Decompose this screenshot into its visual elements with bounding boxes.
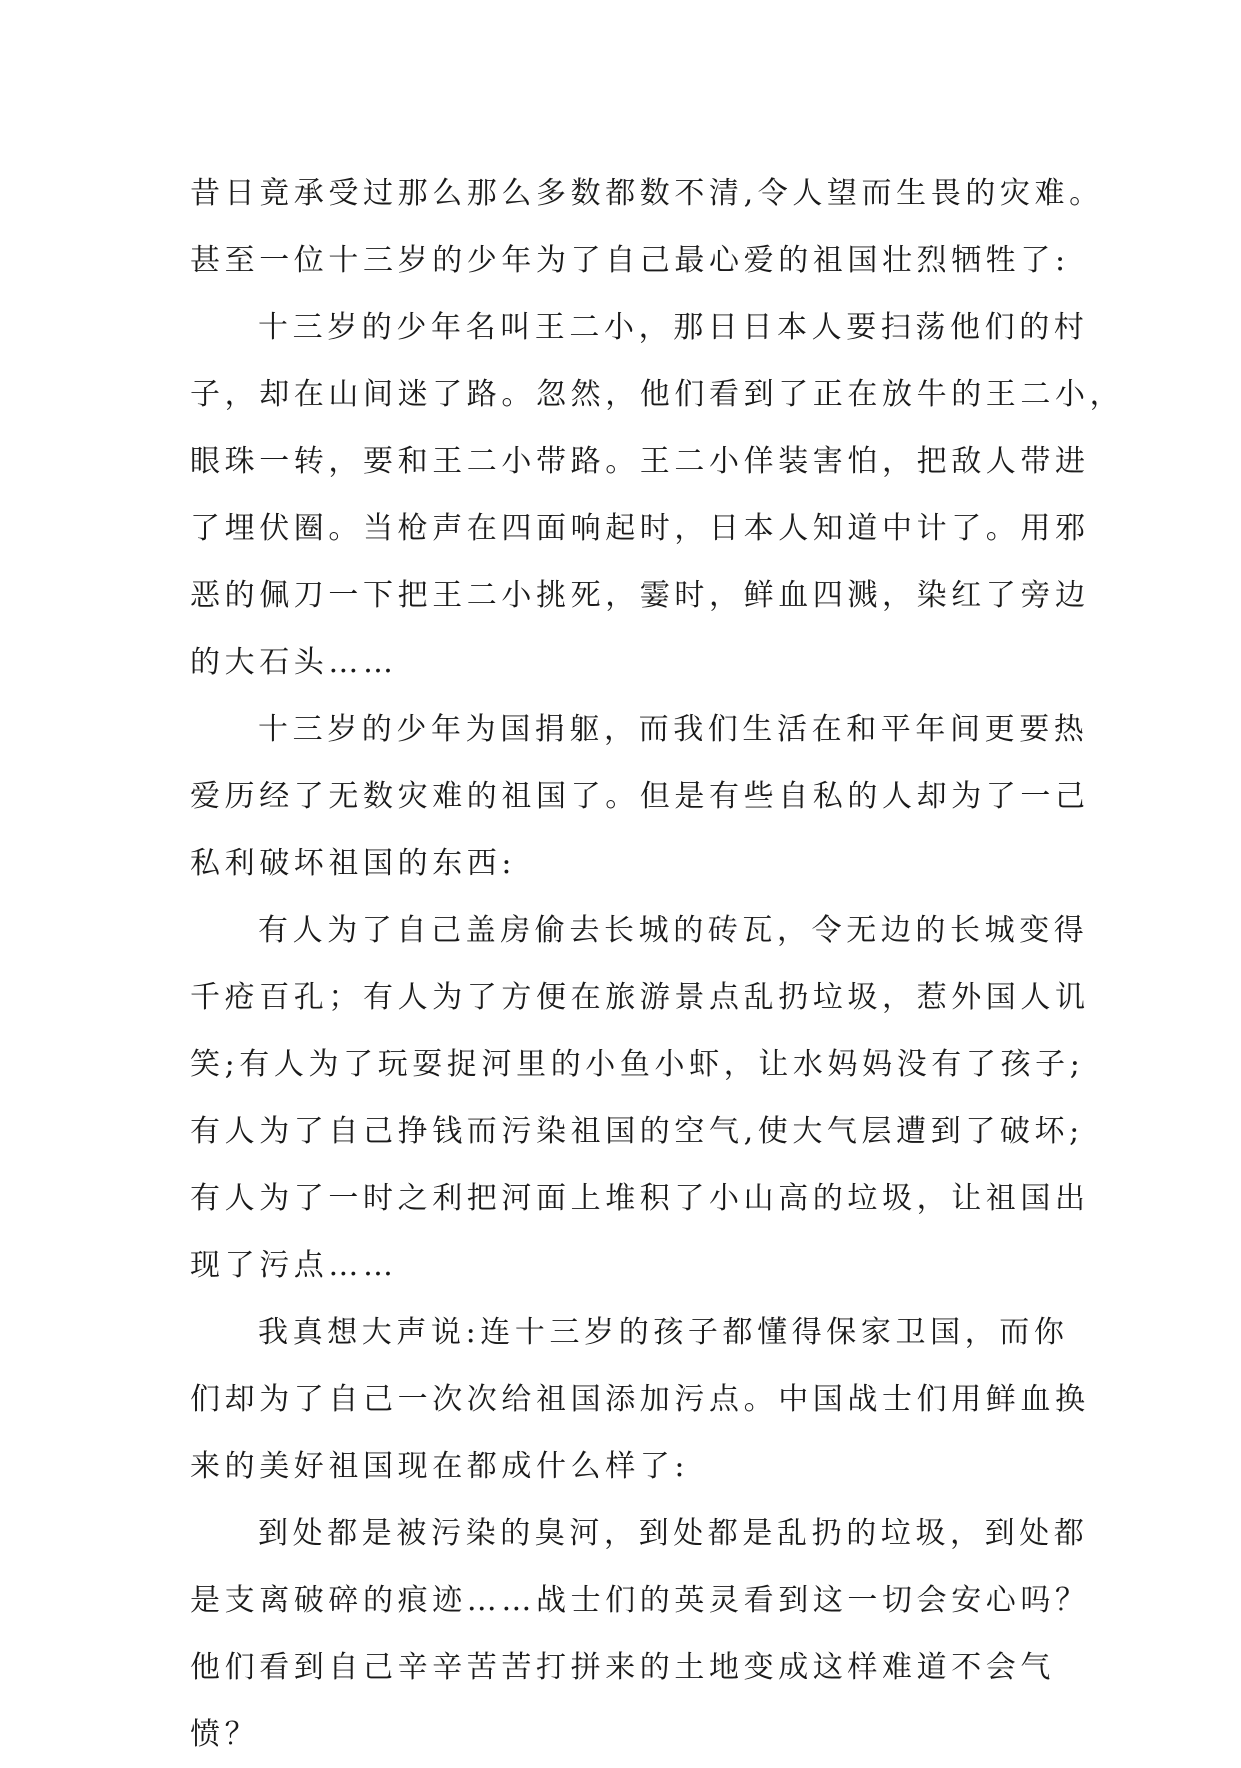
text-line: 甚至一位十三岁的少年为了自己最心爱的祖国壮烈牺牲了: (190, 243, 1070, 278)
text-line: 笑;有人为了玩耍捉河里的小鱼小虾，让水妈妈没有了孩子; (190, 1047, 1085, 1082)
paragraph-start-line: 有人为了自己盖房偷去长城的砖瓦，令无边的长城变得 (258, 913, 1089, 948)
text-line: 有人为了一时之利把河面上堆积了小山高的垃圾，让祖国出 (190, 1181, 1090, 1216)
text-line: 爱历经了无数灾难的祖国了。但是有些自私的人却为了一己 (190, 779, 1090, 814)
text-line: 有人为了自己挣钱而污染祖国的空气,使大气层遭到了破坏; (190, 1114, 1084, 1149)
text-line: 子，却在山间迷了路。忽然，他们看到了正在放牛的王二小， (190, 377, 1125, 412)
essay-body (190, 160, 1125, 1768)
text-line: 千疮百孔；有人为了方便在旅游景点乱扔垃圾，惹外国人讥 (190, 980, 1090, 1015)
text-line: 他们看到自己辛辛苦苦打拼来的土地变成这样难道不会气 (190, 1650, 1055, 1685)
paragraph-start-line: 十三岁的少年为国捐躯，而我们生活在和平年间更要热 (258, 712, 1089, 747)
text-line: 来的美好祖国现在都成什么样了: (190, 1449, 690, 1484)
text-line: 的大石头…… (190, 645, 398, 680)
paragraph-start-line: 到处都是被污染的臭河，到处都是乱扔的垃圾，到处都 (258, 1516, 1089, 1551)
text-line: 们却为了自己一次次给祖国添加污点。中国战士们用鲜血换 (190, 1382, 1090, 1417)
text-line: 昔日竟承受过那么那么多数都数不清,令人望而生畏的灾难。 (190, 176, 1104, 211)
paragraph-start-line: 我真想大声说:连十三岁的孩子都懂得保家卫国，而你 (258, 1315, 1069, 1350)
text-line: 现了污点…… (190, 1248, 398, 1283)
text-line: 了埋伏圈。当枪声在四面响起时，日本人知道中计了。用邪 (190, 511, 1090, 546)
text-line: 愤？ (190, 1717, 260, 1752)
text-line: 私利破坏祖国的东西: (190, 846, 517, 881)
paragraph-start-line: 十三岁的少年名叫王二小，那日日本人要扫荡他们的村 (258, 310, 1089, 345)
text-line: 眼珠一转，要和王二小带路。王二小佯装害怕，把敌人带进 (190, 444, 1090, 479)
text-line: 恶的佩刀一下把王二小挑死，霎时，鲜血四溅，染红了旁边 (190, 578, 1090, 613)
text-line: 是支离破碎的痕迹……战士们的英灵看到这一切会安心吗？ (190, 1583, 1090, 1618)
